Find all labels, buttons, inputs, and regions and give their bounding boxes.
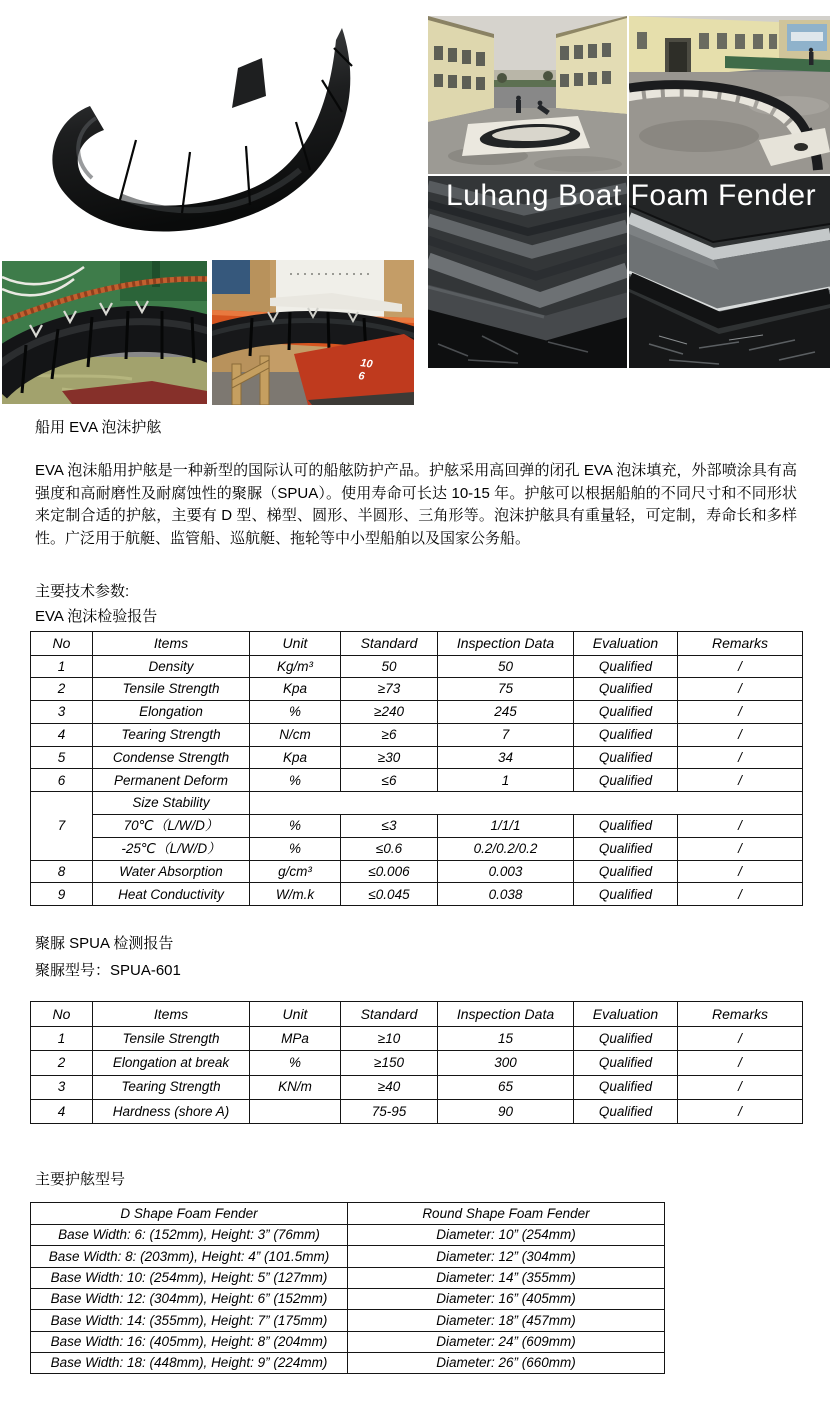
- table-cell: /: [678, 769, 803, 792]
- table-cell: 65: [438, 1075, 574, 1099]
- hero-overlay-title: Luhang Boat Foam Fender: [446, 179, 817, 212]
- table-cell: ≤0.6: [341, 837, 438, 860]
- table-row: [31, 1075, 803, 1099]
- table-cell: /: [678, 723, 803, 746]
- table-cell: /: [678, 815, 803, 838]
- table-cell: /: [678, 837, 803, 860]
- table-cell: Kpa: [250, 746, 341, 769]
- table-cell: 8: [31, 860, 93, 883]
- table-row: [31, 1331, 665, 1352]
- table-cell: Base Width: 16: (405mm), Height: 8” (204mm): [31, 1331, 348, 1352]
- table-cell: ≤0.006: [341, 860, 438, 883]
- table-cell: Permanent Deform: [93, 769, 250, 792]
- table-cell: ≥40: [341, 1075, 438, 1099]
- table-cell: Qualified: [574, 883, 678, 906]
- table-cell: Diameter: 24” (609mm): [348, 1331, 665, 1352]
- table-cell: 5: [31, 746, 93, 769]
- table-row: [31, 1099, 803, 1123]
- table-cell: W/m.k: [250, 883, 341, 906]
- table-row: [31, 769, 803, 792]
- table-cell: 2: [31, 678, 93, 701]
- table-cell: Diameter: 10” (254mm): [348, 1225, 665, 1246]
- table-cell: Diameter: 16” (405mm): [348, 1288, 665, 1309]
- table-cell: 90: [438, 1099, 574, 1123]
- table-cell: [250, 792, 803, 815]
- column-header: Remarks: [678, 1002, 803, 1027]
- table-cell: %: [250, 701, 341, 724]
- table-cell: 1: [31, 655, 93, 678]
- table-cell: 7: [31, 792, 93, 860]
- table-cell: MPa: [250, 1027, 341, 1051]
- document-body: [0, 406, 830, 1374]
- intro-paragraph: EVA 泡沫船用护舷是一种新型的国际认可的船舷防护产品。护舷采用高回弹的闭孔 EVA 泡沫填充，外部喷涂具有高强度和高耐磨性及耐腐蚀性的聚脲（SPUA）。使用寿命可长达 10-15 年。护舷可以根据船舶的不同尺寸和不同形状来定制合适的护舷，主要有 D 型、梯型、圆形、半圆形、三角形等。泡沫护舷具有重量轻，可定制，寿命长和多样性。广泛用于航艇、监管船、巡航艇、拖轮等中小型船舶以及国家公务船。: [35, 462, 797, 547]
- column-header: Standard: [341, 1002, 438, 1027]
- spua-model-label: 聚脲型号：SPUA-601: [35, 962, 181, 980]
- table-cell: Base Width: 8: (203mm), Height: 4” (101.5mm): [31, 1246, 348, 1267]
- table-cell: Tearing Strength: [93, 1075, 250, 1099]
- photo-collage: [0, 0, 830, 406]
- table-row: [31, 837, 803, 860]
- eva-inspection-table: [30, 631, 803, 906]
- table-header-row: [31, 632, 803, 656]
- table-cell: ≤6: [341, 769, 438, 792]
- table-cell: /: [678, 655, 803, 678]
- table-cell: 3: [31, 1075, 93, 1099]
- table-cell: 70℃（L/W/D）: [93, 815, 250, 838]
- table-cell: Density: [93, 655, 250, 678]
- table-cell: Qualified: [574, 1099, 678, 1123]
- table-cell: 4: [31, 1099, 93, 1123]
- table-cell: Qualified: [574, 746, 678, 769]
- column-header: Inspection Data: [438, 1002, 574, 1027]
- table-cell: Kpa: [250, 678, 341, 701]
- table-cell: Heat Conductivity: [93, 883, 250, 906]
- photo-fender-on-green-tug: [2, 261, 207, 404]
- page-title: 船用 EVA 泡沫护舷: [35, 419, 162, 436]
- table-cell: Base Width: 14: (355mm), Height: 7” (175mm): [31, 1310, 348, 1331]
- table-cell: 75: [438, 678, 574, 701]
- table-cell: 4: [31, 723, 93, 746]
- table-row: [31, 1246, 665, 1267]
- models-heading: 主要护舷型号: [35, 1171, 126, 1189]
- table-cell: Base Width: 10: (254mm), Height: 5” (127mm): [31, 1267, 348, 1288]
- table-cell: ≤0.045: [341, 883, 438, 906]
- table-cell: /: [678, 701, 803, 724]
- table-cell: Qualified: [574, 655, 678, 678]
- table-cell: g/cm³: [250, 860, 341, 883]
- table-cell: 0.003: [438, 860, 574, 883]
- table-row: [31, 792, 803, 815]
- table-cell: [250, 1099, 341, 1123]
- table-cell: ≥240: [341, 701, 438, 724]
- table-row: [31, 1352, 665, 1373]
- photo-factory-yard-left: [428, 16, 627, 174]
- table-cell: Condense Strength: [93, 746, 250, 769]
- table-header-row: [31, 1203, 665, 1225]
- fender-models-table: [30, 1202, 665, 1374]
- column-header: No: [31, 632, 93, 656]
- table-cell: Base Width: 12: (304mm), Height: 6” (152mm): [31, 1288, 348, 1309]
- photo-fender-on-orange-boat: [212, 260, 414, 405]
- table-cell: %: [250, 1051, 341, 1075]
- table-cell: ≥73: [341, 678, 438, 701]
- table-header-row: [31, 1002, 803, 1027]
- table-cell: Tensile Strength: [93, 1027, 250, 1051]
- table-cell: 50: [438, 655, 574, 678]
- table-cell: Diameter: 14” (355mm): [348, 1267, 665, 1288]
- spua-test-table: [30, 1001, 803, 1124]
- eva-report-title: EVA 泡沫检验报告: [35, 608, 158, 625]
- column-header: Remarks: [678, 632, 803, 656]
- table-cell: 50: [341, 655, 438, 678]
- table-cell: Qualified: [574, 860, 678, 883]
- boat-size-marking-top: 10: [359, 357, 374, 371]
- table-row: [31, 860, 803, 883]
- table-cell: Kg/m³: [250, 655, 341, 678]
- worker: [809, 48, 814, 65]
- table-cell: %: [250, 837, 341, 860]
- table-cell: Elongation: [93, 701, 250, 724]
- table-cell: N/cm: [250, 723, 341, 746]
- table-row: [31, 1051, 803, 1075]
- table-row: [31, 723, 803, 746]
- table-cell: /: [678, 883, 803, 906]
- table-cell: Qualified: [574, 1051, 678, 1075]
- table-cell: KN/m: [250, 1075, 341, 1099]
- table-row: [31, 1310, 665, 1331]
- table-cell: 3: [31, 701, 93, 724]
- table-cell: 1/1/1: [438, 815, 574, 838]
- column-header: Standard: [341, 632, 438, 656]
- table-cell: 0.2/0.2/0.2: [438, 837, 574, 860]
- column-header: Unit: [250, 1002, 341, 1027]
- table-cell: Qualified: [574, 701, 678, 724]
- table-cell: ≥30: [341, 746, 438, 769]
- column-header: Inspection Data: [438, 632, 574, 656]
- table-cell: Elongation at break: [93, 1051, 250, 1075]
- table-cell: Diameter: 18” (457mm): [348, 1310, 665, 1331]
- table-cell: 1: [31, 1027, 93, 1051]
- table-cell: Qualified: [574, 678, 678, 701]
- table-cell: /: [678, 746, 803, 769]
- table-cell: /: [678, 1051, 803, 1075]
- table-cell: ≥10: [341, 1027, 438, 1051]
- spua-report-title: 聚脲 SPUA 检测报告: [35, 935, 174, 953]
- table-cell: 34: [438, 746, 574, 769]
- table-cell: ≥6: [341, 723, 438, 746]
- table-row: [31, 655, 803, 678]
- table-row: [31, 701, 803, 724]
- table-row: [31, 883, 803, 906]
- table-cell: ≥150: [341, 1051, 438, 1075]
- table-cell: /: [678, 1075, 803, 1099]
- table-row: [31, 815, 803, 838]
- column-header: D Shape Foam Fender: [31, 1203, 348, 1225]
- table-cell: 6: [31, 769, 93, 792]
- table-cell: /: [678, 860, 803, 883]
- table-cell: Tearing Strength: [93, 723, 250, 746]
- table-cell: Tensile Strength: [93, 678, 250, 701]
- table-cell: 300: [438, 1051, 574, 1075]
- table-cell: /: [678, 1027, 803, 1051]
- table-cell: 1: [438, 769, 574, 792]
- table-cell: 9: [31, 883, 93, 906]
- boat-size-marking-bottom: 6: [357, 370, 366, 383]
- column-header: Items: [93, 1002, 250, 1027]
- table-cell: 15: [438, 1027, 574, 1051]
- table-cell: 245: [438, 701, 574, 724]
- table-cell: /: [678, 678, 803, 701]
- table-cell: Qualified: [574, 723, 678, 746]
- table-row: [31, 1267, 665, 1288]
- photo-factory-yard-right: [629, 16, 830, 174]
- column-header: Round Shape Foam Fender: [348, 1203, 665, 1225]
- table-cell: Qualified: [574, 1027, 678, 1051]
- table-cell: Size Stability: [93, 792, 250, 815]
- column-header: Unit: [250, 632, 341, 656]
- column-header: No: [31, 1002, 93, 1027]
- column-header: Items: [93, 632, 250, 656]
- table-cell: Hardness (shore A): [93, 1099, 250, 1123]
- table-cell: Qualified: [574, 1075, 678, 1099]
- fender-body: [52, 28, 350, 231]
- table-row: [31, 1027, 803, 1051]
- table-cell: Diameter: 26” (660mm): [348, 1352, 665, 1373]
- table-cell: 7: [438, 723, 574, 746]
- table-cell: Diameter: 12” (304mm): [348, 1246, 665, 1267]
- table-row: [31, 1225, 665, 1246]
- table-cell: Base Width: 6: (152mm), Height: 3” (76mm): [31, 1225, 348, 1246]
- table-cell: Qualified: [574, 815, 678, 838]
- table-row: [31, 746, 803, 769]
- table-row: [31, 1288, 665, 1309]
- table-cell: Base Width: 18: (448mm), Height: 9” (224mm): [31, 1352, 348, 1373]
- column-header: Evaluation: [574, 1002, 678, 1027]
- green-tug-graphic: [2, 261, 207, 404]
- orange-boat-graphic: [212, 260, 414, 405]
- table-row: [31, 678, 803, 701]
- table-cell: ≤3: [341, 815, 438, 838]
- factory-yard-left-graphic: [428, 16, 627, 174]
- table-cell: 75-95: [341, 1099, 438, 1123]
- table-cell: Qualified: [574, 837, 678, 860]
- table-cell: /: [678, 1099, 803, 1123]
- table-cell: Water Absorption: [93, 860, 250, 883]
- table-cell: 2: [31, 1051, 93, 1075]
- fender-end-fin: [232, 58, 266, 108]
- table-cell: %: [250, 769, 341, 792]
- table-cell: %: [250, 815, 341, 838]
- table-cell: -25℃（L/W/D）: [93, 837, 250, 860]
- table-cell: Qualified: [574, 769, 678, 792]
- factory-yard-right-graphic: [629, 16, 830, 174]
- table-cell: 0.038: [438, 883, 574, 906]
- column-header: Evaluation: [574, 632, 678, 656]
- section-heading-parameters: 主要技术参数:: [35, 583, 130, 600]
